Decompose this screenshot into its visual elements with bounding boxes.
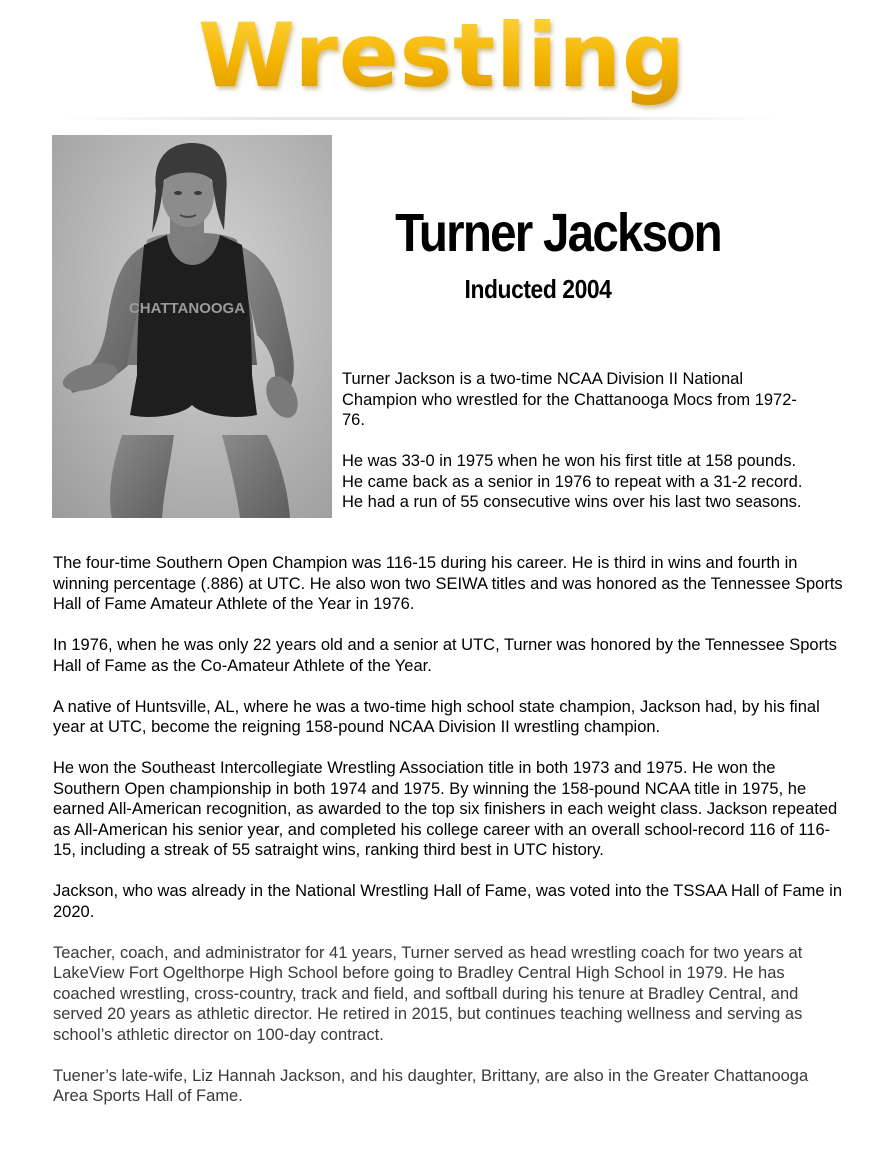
bio-paragraph: The four-time Southern Open Champion was 116-15 during his career. He is third in wins and fourth in winning percentage (.886) at UTC. He also won two SEIWA titles and was honored as the Tennessee Sports Hall of Fame Amateur Athlete of the Year in 1976.: [53, 554, 843, 613]
bio-paragraph: Turner Jackson is a two-time NCAA Division II National Champion who wrestled for the Chattanooga Mocs from 1972-76.: [342, 370, 797, 429]
sport-title: Wrestling: [198, 2, 686, 110]
athlete-photo-image: [52, 135, 332, 518]
bio-intro: [342, 369, 812, 533]
singlet-lettering: CHATTANOOGA: [128, 300, 246, 317]
bio-paragraph: He was 33-0 in 1975 when he won his first title at 158 pounds. He came back as a senior in 1976 to repeat with a 31-2 record. He had a run of 55 consecutive wins over his last two seasons.: [342, 452, 803, 511]
athlete-photo: [52, 135, 332, 518]
banner-divider: [60, 117, 780, 120]
bio-paragraph: Teacher, coach, and administrator for 41 years, Turner served as head wrestling coach for two years at LakeView Fort Ogelthorpe High School before going to Bradley Central High School in 1979. He has coached wrestling, cross-country, track and field, and softball during his tenure at Bradley Central, and served 20 years as athletic director. He retired in 2015, but continues teaching wellness and serving as school’s athletic director on 100-day contract.: [53, 943, 803, 1044]
induction-year: Inducted 2004: [464, 274, 612, 304]
bio-paragraph: Jackson, who was already in the National Wrestling Hall of Fame, was voted into the TSSAA Hall of Fame in 2020.: [53, 882, 843, 921]
bio-body: [53, 553, 843, 1127]
page-banner: [0, 2, 884, 114]
bio-paragraph: A native of Huntsville, AL, where he was a two-time high school state champion, Jackson had, by his final year at UTC, become the reigning 158-pound NCAA Division II wrestling champion.: [53, 697, 820, 736]
bio-paragraph: Tuener’s late-wife, Liz Hannah Jackson, and his daughter, Brittany, are also in the Greater Chattanooga Area Sports Hall of Fame.: [53, 1066, 809, 1105]
bio-paragraph: He won the Southeast Intercollegiate Wrestling Association title in both 1973 and 1975. He won the Southern Open championship in both 1974 and 1975. By winning the 158-pound NCAA title in 1975, he earned All-American recognition, as awarded to the top six finishers in each weight class. Jackson repeated as All-American his senior year, and completed his college career with an overall school-record 116 of 116-15, including a streak of 55 satraight wins, ranking third best in UTC history.: [53, 759, 838, 859]
inductee-name: Turner Jackson: [395, 203, 721, 263]
bio-paragraph: In 1976, when he was only 22 years old and a senior at UTC, Turner was honored by the Tennessee Sports Hall of Fame as the Co-Amateur Athlete of the Year.: [53, 636, 837, 675]
